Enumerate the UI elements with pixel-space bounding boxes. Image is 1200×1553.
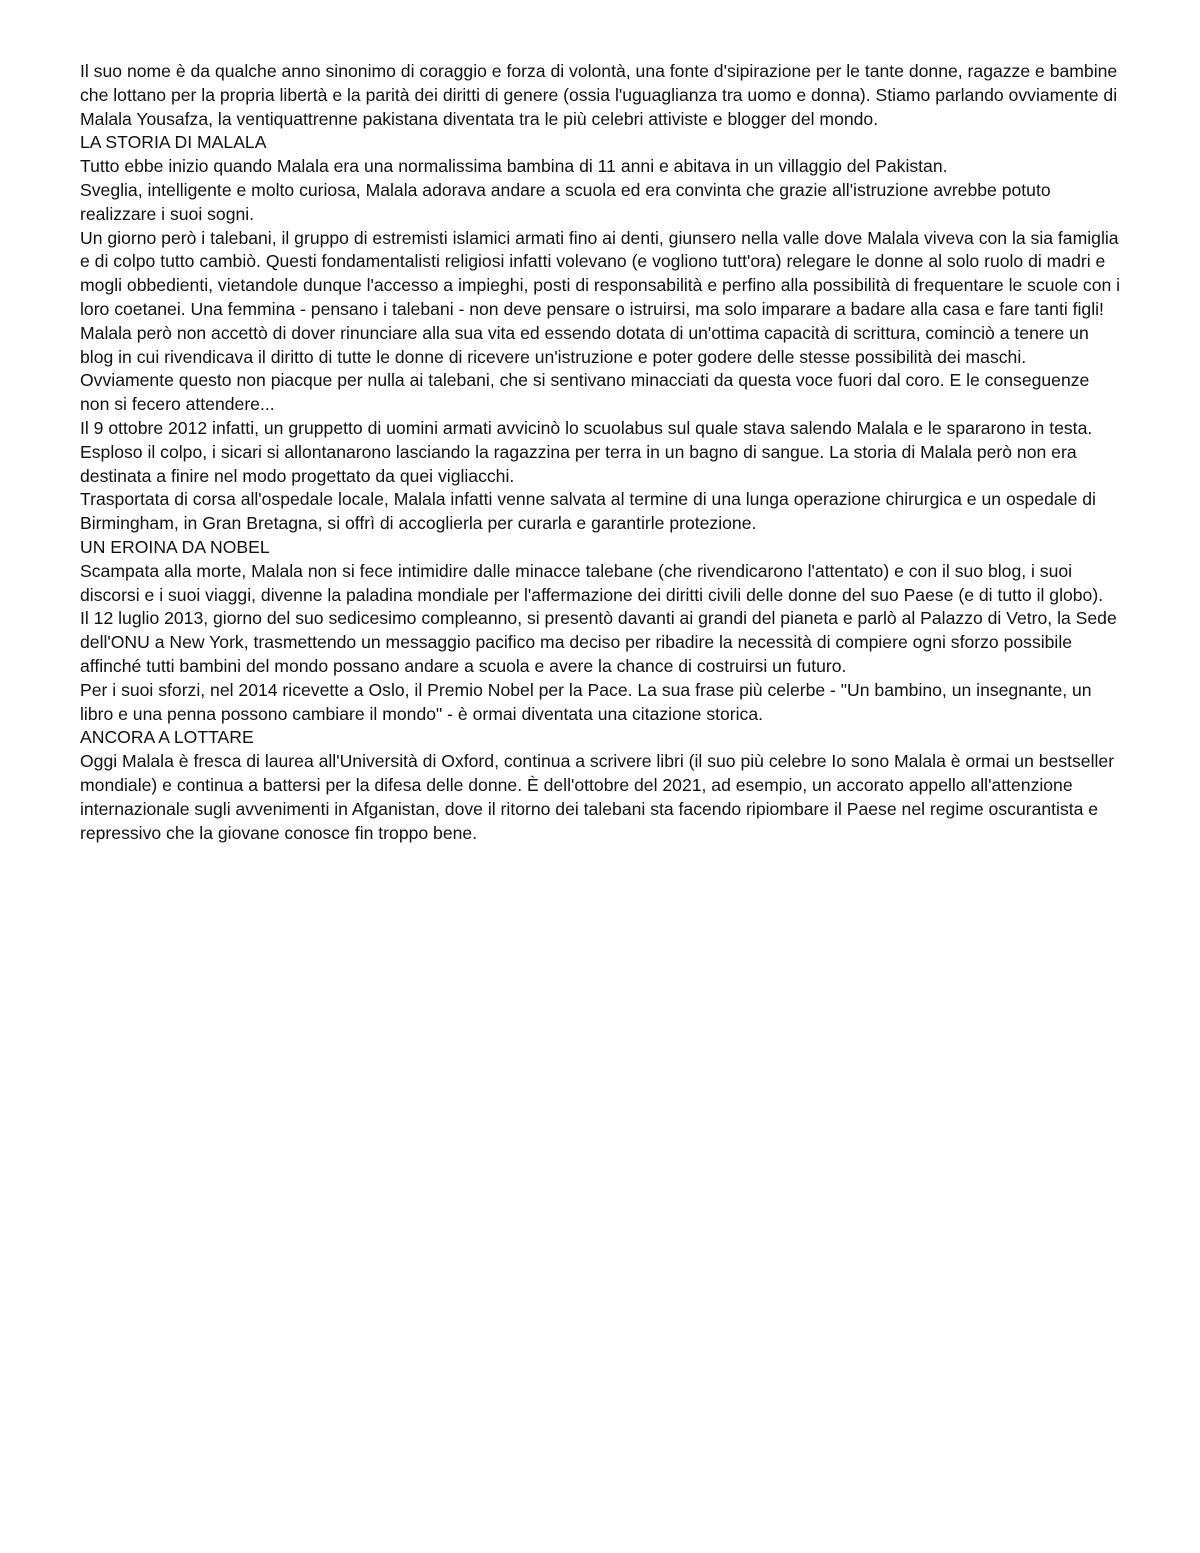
paragraph-10: Oggi Malala è fresca di laurea all'Università di Oxford, continua a scrivere libri (il suo più celebre Io sono Malala è ormai un bestseller mondiale) e continua a battersi per la difesa delle donne. È dell'ottobre del 2021, ad esempio, un accorato appello all'attenzione internazionale sugli avvenimenti in Afganistan, dove il ritorno dei talebani sta facendo ripiombare il Paese nel regime oscurantista e repressivo che la giovane conosce fin troppo bene. [80,751,1115,843]
paragraph-2: Sveglia, intelligente e molto curiosa, Malala adorava andare a scuola ed era convinta che grazie all'istruzione avrebbe potuto realizzare i suoi sogni. [80,179,1051,224]
intro-paragraph: Il suo nome è da qualche anno sinonimo di coraggio e forza di volontà, una fonte d'sipirazione per le tante donne, ragazze e bambine che lottano per la propria libertà e la parità dei diritti di genere (ossia l'uguaglianza tra uomo e donna). Stiamo parlando ovviamente di Malala Yousafza, la ventiquattrenne pakistana diventata tra le più celebri attiviste e blogger del mondo. [80,61,1118,129]
paragraph-5: Il 9 ottobre 2012 infatti, un gruppetto di uomini armati avvicinò lo scuolabus sul quale stava salendo Malala e le spararono in testa. Esploso il colpo, i sicari si allontanarono lasciando la ragazzina per terra in un bagno di sangue. La storia di Malala però non era destinata a finire nel modo progettato da quei vigliacchi. [80,417,1093,486]
paragraph-6: Trasportata di corsa all'ospedale locale, Malala infatti venne salvata al termine di una lunga operazione chirurgica e un ospedale di Birmingham, in Gran Bretagna, si offrì di accoglierla per curarla e garantirle protezione. [80,489,1096,534]
section-heading-nobel: UN EROINA DA NOBEL [80,536,270,557]
paragraph-4: Malala però non accettò di dover rinunciare alla sua vita ed essendo dotata di un'ottima capacità di scrittura, cominciò a tenere un blog in cui rivendicava il diritto di tutte le donne di ricevere un'istruzione e poter godere delle stesse possibilità dei maschi. Ovviamente questo non piacque per nulla ai talebani, che si sentivano minacciati da questa voce fuori dal coro. E le conseguenze non si fecero attendere... [80,322,1090,415]
paragraph-7: Scampata alla morte, Malala non si fece intimidire dalle minacce talebane (che rivendicarono l'attentato) e con il suo blog, i suoi discorsi e i suoi viaggi, divenne la paladina mondiale per l'affermazione dei diritti civili delle donne del suo Paese (e di tutto il globo). [80,560,1104,605]
paragraph-3: Un giorno però i talebani, il gruppo di estremisti islamici armati fino ai denti, giunsero nella valle dove Malala viveva con la sia famiglia e di colpo tutto cambiò. Questi fondamentalisti religiosi infatti volevano (e vogliono tutt'ora) relegare le donne al solo ruolo di madri e mogli obbedienti, vietandole dunque l'accesso a impieghi, posti di responsabilità e perfino alla possibilità di frequentare le scuole con i loro coetanei. Una femmina - pensano i talebani - non deve pensare o istruirsi, ma solo imparare a badare alla casa e fare tanti figli! [80,227,1121,319]
section-heading-storia: LA STORIA DI MALALA [80,132,267,153]
paragraph-1: Tutto ebbe inizio quando Malala era una normalissima bambina di 11 anni e abitava in un villaggio del Pakistan. [80,156,948,177]
document-body [80,60,1122,845]
paragraph-8: Il 12 luglio 2013, giorno del suo sedicesimo compleanno, si presentò davanti ai grandi del pianeta e parlò al Palazzo di Vetro, la Sede dell'ONU a New York, trasmettendo un messaggio pacifico ma deciso per ribadire la necessità di compiere ogni sforzo possibile affinché tutti bambini del mondo possano andare a scuola e avere la chance di costruirsi un futuro. [80,608,1117,676]
paragraph-9: Per i suoi sforzi, nel 2014 ricevette a Oslo, il Premio Nobel per la Pace. La sua frase più celerbe - "Un bambino, un insegnante, un libro e una penna possono cambiare il mondo" - è ormai diventata una citazione storica. [80,679,1092,724]
section-heading-lottare: ANCORA A LOTTARE [80,727,254,748]
